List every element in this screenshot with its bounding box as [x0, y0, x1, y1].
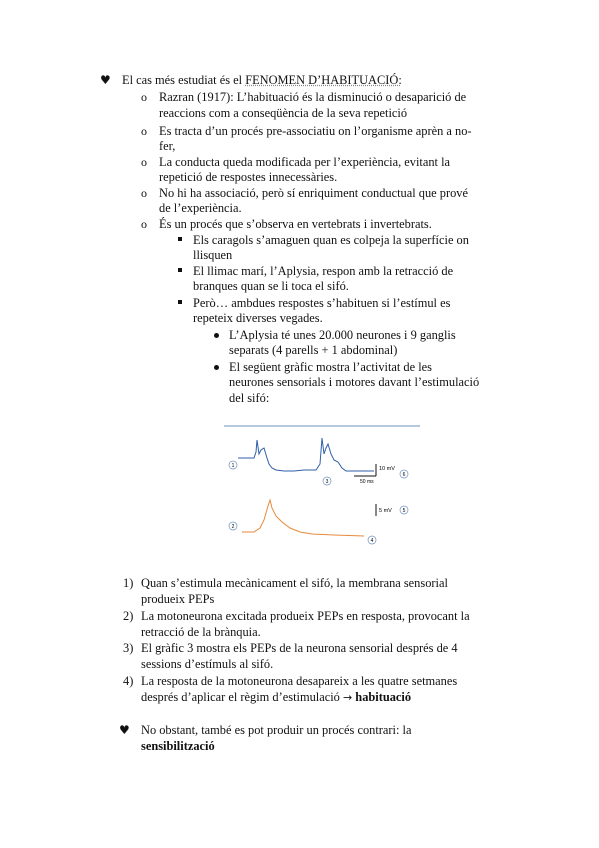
point-3-line-2: repetició de respostes innecessàries. [159, 170, 338, 184]
subsub-1-line-2: separats (4 parells + 1 abdominal) [229, 343, 398, 357]
heading-prefix: El cas més estudiat és el [122, 73, 246, 87]
circle-label-4 [368, 536, 376, 544]
svg-text:6: 6 [402, 472, 406, 478]
square-bullet-icon [178, 237, 182, 241]
habituation-term: habituació [355, 690, 412, 704]
dot-bullet-icon [214, 333, 219, 338]
circle-label-6 [400, 470, 408, 478]
heart-bullet-icon: ♥ [100, 73, 111, 87]
heading-line [122, 73, 402, 88]
numbered-3-num: 3) [123, 641, 134, 655]
neuron-activity-figure [224, 424, 420, 555]
point-4-line-1: No hi ha associació, però sí enriquiment conductual que prové [159, 186, 468, 200]
square-bullet-icon [178, 268, 182, 272]
point-1-line-1: Razran (1917): L’habituació és la disminució o desaparició de [159, 90, 467, 104]
sub-2-line-2: branques quan se li toca el sifó. [193, 279, 349, 293]
sub-1-line-2: llisquen [193, 248, 233, 262]
subsub-2-line-3: del sifó: [229, 391, 270, 405]
sensitization-term: sensibilització [141, 739, 215, 753]
numbered-4-num: 4) [123, 674, 134, 688]
subsub-2-line-1: El següent gràfic mostra l’activitat de les [229, 360, 432, 374]
circle-bullet-icon: o [141, 90, 147, 104]
sub-1-line-1: Els caragols s’amaguen quan es colpeja la superfície on [193, 233, 469, 247]
numbered-1-num: 1) [123, 576, 134, 590]
sensory-trace [238, 438, 374, 471]
point-1-line-2: reaccions com a conseqüència de la seva repetició [159, 106, 408, 120]
circle-bullet-icon: o [141, 217, 147, 231]
neuron-traces-svg [224, 424, 420, 555]
svg-text:3: 3 [325, 479, 329, 485]
circle-label-3 [323, 477, 331, 485]
subsub-2-line-2: neurones sensorials i motores davant l’estimulació [229, 375, 480, 389]
heart-bullet-icon: ♥ [119, 723, 130, 737]
svg-text:2: 2 [231, 524, 235, 530]
numbered-2-line-2: retracció de la brànquia. [141, 625, 261, 639]
circle-bullet-icon: o [141, 186, 147, 200]
dot-bullet-icon [214, 365, 219, 370]
heading-term: FENOMEN D’HABITUACIÓ: [245, 73, 402, 87]
circle-label-1 [229, 461, 237, 469]
scale-label-5mv: 5 mV [379, 508, 392, 514]
scale-label-50ms: 50 ms [360, 479, 374, 485]
point-2-line-2: fer, [159, 139, 176, 153]
point-5-line-1: És un procés que s’observa en vertebrats i invertebrats. [159, 217, 432, 231]
point-2-line-1: Es tracta d’un procés pre-associatiu on l’organisme aprèn a no- [159, 124, 472, 138]
point-4-line-2: de l’experiència. [159, 201, 242, 215]
numbered-1-line-2: produeix PEPs [141, 592, 215, 606]
numbered-4-prefix: després d’aplicar el règim d’estimulació [141, 690, 343, 704]
sub-3-line-2: repeteix diverses vegades. [193, 311, 323, 325]
square-bullet-icon [178, 300, 182, 304]
point-3-line-1: La conducta queda modificada per l’experiència, evitant la [159, 155, 451, 169]
circle-bullet-icon: o [141, 124, 147, 138]
numbered-1-line-1: Quan s’estimula mecànicament el sifó, la membrana sensorial [141, 576, 448, 590]
numbered-2-num: 2) [123, 609, 134, 623]
numbered-3-line-1: El gràfic 3 mostra els PEPs de la neurona sensorial després de 4 [141, 641, 458, 655]
circle-bullet-icon: o [141, 155, 147, 169]
numbered-3-line-2: sessions d’estímuls al sifó. [141, 657, 274, 671]
sub-2-line-1: El llimac marí, l’Aplysia, respon amb la retracció de [193, 264, 454, 278]
svg-text:1: 1 [231, 463, 235, 469]
circle-label-5 [400, 506, 408, 514]
arrow-right-icon: → [342, 691, 353, 704]
numbered-4-line-1: La resposta de la motoneurona desapareix a les quatre setmanes [141, 674, 458, 688]
numbered-2-line-1: La motoneurona excitada produeix PEPs en resposta, provocant la [141, 609, 470, 623]
sub-3-line-1: Però… ambdues respostes s’habituen si l’estímul es [193, 296, 451, 310]
subsub-1-line-1: L’Aplysia té unes 20.000 neurones i 9 ganglis [229, 328, 456, 342]
final-line-1: No obstant, també es pot produir un procés contrari: la [141, 723, 412, 737]
numbered-4-line-2 [141, 690, 411, 705]
svg-text:4: 4 [370, 538, 374, 544]
circle-label-2 [229, 522, 237, 530]
motor-trace [242, 500, 364, 536]
svg-text:5: 5 [402, 508, 406, 514]
scale-label-10mv: 10 mV [379, 466, 395, 472]
